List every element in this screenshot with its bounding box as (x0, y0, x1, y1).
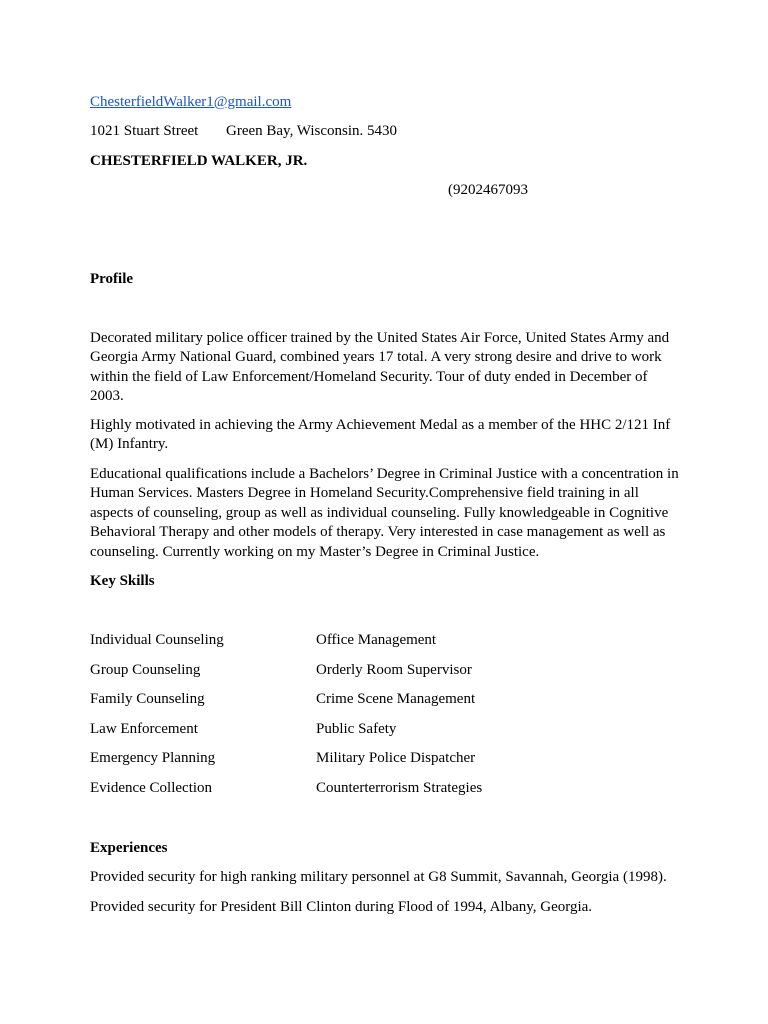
skill-row (90, 749, 690, 779)
experience-item: Provided security for high ranking military personnel at G8 Summit, Savannah, Georgia (1998). (90, 869, 667, 885)
city-state: Green Bay, Wisconsin. 5430 (226, 123, 398, 139)
skill-item: Group Counseling (90, 661, 201, 678)
skills-table (90, 631, 690, 809)
skill-item: Counterterrorism Strategies (316, 779, 483, 796)
profile-paragraph: Educational qualifications include a Bachelors’ Degree in Criminal Justice with a concentration in Human Services. Masters Degree in Homeland Security.Comprehensive field training in all aspects of counseling, group as well as individual counseling. Fully knowledgeable in Cognitive Behavioral Therapy and other models of therapy. Very interested in case management as well as counseling. Currently working on my Master’s Degree in Criminal Justice. (90, 466, 679, 560)
key-skills-heading: Key Skills (90, 573, 155, 589)
skill-item: Family Counseling (90, 691, 205, 708)
applicant-name: CHESTERFIELD WALKER, JR. (90, 153, 308, 169)
skill-row (90, 720, 690, 750)
phone-number: (9202467093 (448, 182, 528, 198)
skill-item: Office Management (316, 632, 437, 648)
skill-item: Public Safety (316, 720, 397, 737)
skill-row (90, 631, 690, 661)
profile-paragraph: Highly motivated in achieving the Army Achievement Medal as a member of the HHC 2/121 Inf (M) Infantry. (90, 417, 671, 453)
skill-item: Crime Scene Management (316, 691, 476, 708)
skill-item: Evidence Collection (90, 779, 213, 796)
skill-item: Individual Counseling (90, 632, 224, 648)
profile-heading: Profile (90, 271, 134, 287)
experiences-heading: Experiences (90, 840, 168, 856)
email-link[interactable]: ChesterfieldWalker1@gmail.com (90, 94, 292, 110)
skill-item: Military Police Dispatcher (316, 750, 476, 767)
skill-item: Law Enforcement (90, 720, 198, 737)
skill-item: Emergency Planning (90, 750, 216, 767)
skill-item: Orderly Room Supervisor (316, 661, 472, 678)
skill-row (90, 779, 690, 809)
address-line (90, 122, 397, 141)
skill-row (90, 661, 690, 691)
street-address: 1021 Stuart Street (90, 123, 199, 139)
skill-row (90, 690, 690, 720)
experience-item: Provided security for President Bill Clinton during Flood of 1994, Albany, Georgia. (90, 899, 593, 915)
profile-paragraph: Decorated military police officer trained by the United States Air Force, United States Army and Georgia Army National Guard, combined years 17 total. A very strong desire and drive to work within the field of Law Enforcement/Homeland Security. Tour of duty ended in December of 2003. (90, 330, 670, 405)
